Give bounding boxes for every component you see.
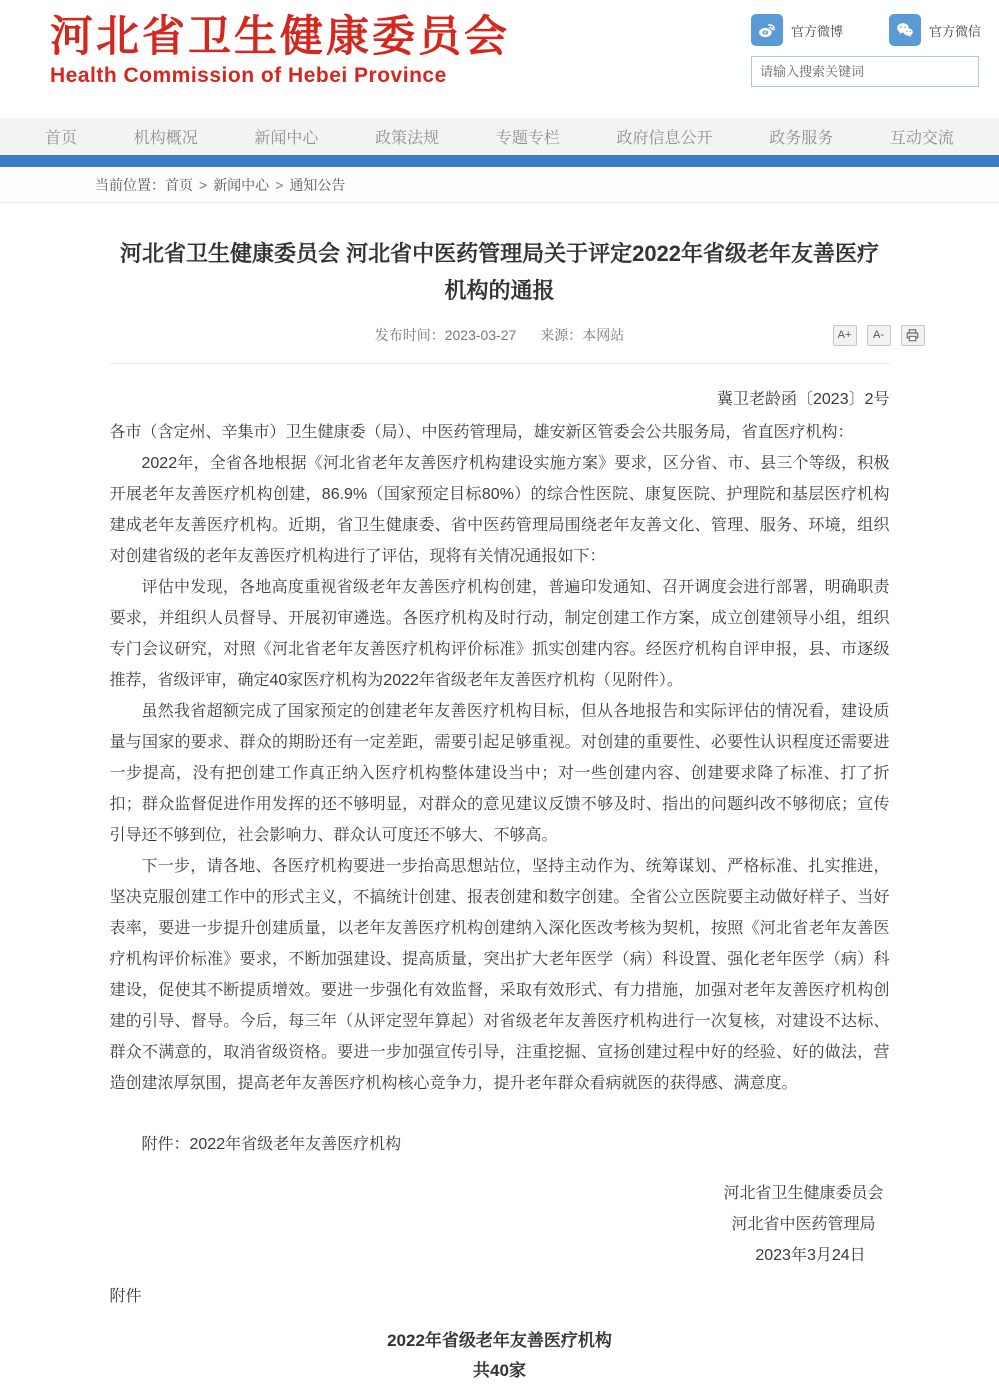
article-meta (110, 325, 890, 351)
site-subtitle: Health Commission of Hebei Province (50, 64, 447, 87)
signature-org2: 河北省中医药管理局 (731, 1216, 876, 1233)
font-decrease-button[interactable]: A- (867, 325, 891, 346)
header-right (751, 14, 981, 87)
site-logo (50, 14, 510, 88)
social-links (751, 14, 981, 46)
article (110, 235, 890, 1386)
signature-date: 2023年3月24日 (755, 1247, 866, 1264)
nav-item-overview[interactable]: 机构概况 (133, 130, 198, 147)
breadcrumb-prefix: 当前位置： (95, 176, 165, 193)
paragraph: 虽然我省超额完成了国家预定的创建老年友善医疗机构目标，但从各地报告和实际评估的情况看，建设质量与国家的要求、群众的期盼还有一定差距，需要引起足够重视。对创建的重要性、必要性认识程度还需要进一步提高，没有把创建工作真正纳入医疗机构整体建设当中；对一些创建内容、创建要求降了标准、打了折扣；群众监督促进作用发挥的还不够明显，对群众的意见建议反馈不够及时、指出的问题纠改不够彻底；宣传引导还不够到位，社会影响力、群众认可度还不够大、不够高。 (109, 703, 890, 844)
source-label: 来源： (540, 327, 583, 343)
publish-date: 2023-03-27 (444, 327, 517, 343)
nav-item-gov-info[interactable]: 政府信息公开 (616, 130, 713, 147)
weibo-link[interactable] (751, 14, 843, 46)
breadcrumb-separator: > (199, 176, 208, 193)
nav-item-interaction[interactable]: 互动交流 (889, 130, 954, 147)
signature-org1: 河北省卫生健康委员会 (723, 1185, 884, 1202)
signature-block (110, 1178, 890, 1271)
search-box (751, 56, 979, 87)
main-nav (0, 118, 999, 155)
search-input[interactable] (752, 57, 978, 86)
attachment-line: 附件：2022年省级老年友善医疗机构 (141, 1136, 402, 1153)
publish-time (375, 327, 517, 343)
meta-divider (110, 363, 890, 364)
article-tools (833, 325, 925, 346)
nav-item-services[interactable]: 政务服务 (769, 130, 834, 147)
doc-number: 冀卫老龄函〔2023〕2号 (717, 391, 890, 408)
accent-bar (0, 155, 999, 167)
appendix-label: 附件 (109, 1288, 142, 1305)
publish-label: 发布时间： (374, 327, 445, 343)
nav-item-topics[interactable]: 专题专栏 (495, 130, 560, 147)
nav-item-news[interactable]: 新闻中心 (254, 130, 319, 147)
nav-item-home[interactable]: 首页 (45, 130, 78, 147)
article-title: 河北省卫生健康委员会 河北省中医药管理局关于评定2022年省级老年友善医疗机构的通报 (119, 241, 880, 303)
weibo-icon (751, 14, 783, 46)
paragraph: 评估中发现，各地高度重视省级老年友善医疗机构创建，普遍印发通知、召开调度会进行部署，明确职责要求，并组织人员督导、开展初审遴选。各医疗机构及时行动，制定创建工作方案，成立创建领导小组，组织专门会议研究，对照《河北省老年友善医疗机构评价标准》抓实创建内容。经医疗机构自评申报，县、市逐级推荐，省级评审，确定40家医疗机构为2022年省级老年友善医疗机构（见附件）。 (109, 579, 890, 689)
nav-item-policy[interactable]: 政策法规 (375, 130, 440, 147)
signature-inner (723, 1178, 883, 1271)
weibo-label: 官方微博 (791, 23, 844, 39)
breadcrumb-news[interactable]: 新闻中心 (213, 176, 270, 193)
site-title: 河北省卫生健康委员会 (50, 13, 510, 61)
breadcrumb-home[interactable]: 首页 (165, 176, 193, 193)
salutation: 各市（含定州、辛集市）卫生健康委（局）、中医药管理局，雄安新区管委会公共服务局，省直医疗机构： (109, 424, 854, 441)
source-value: 本网站 (582, 327, 625, 343)
site-header (0, 0, 999, 118)
appendix-subtitle: 共40家 (473, 1361, 526, 1380)
paragraph: 2022年，全省各地根据《河北省老年友善医疗机构建设实施方案》要求，区分省、市、县三个等级，积极开展老年友善医疗机构创建，86.9%（国家预定目标80%）的综合性医院、康复医院、护理院和基层医疗机构建成老年友善医疗机构。近期，省卫生健康委、省中医药管理局围绕老年友善文化、管理、服务、环境，组织对创建省级的老年友善医疗机构进行了评估，现将有关情况通报如下： (109, 455, 890, 565)
article-body (110, 417, 890, 1099)
source (540, 327, 624, 343)
appendix-title: 2022年省级老年友善医疗机构 (387, 1331, 612, 1350)
print-button[interactable] (901, 325, 925, 346)
paragraph: 下一步，请各地、各医疗机构要进一步抬高思想站位，坚持主动作为、统筹谋划、严格标准、扎实推进，坚决克服创建工作中的形式主义，不搞统计创建、报表创建和数字创建。全省公立医院要主动做好样子、当好表率，要进一步提升创建质量，以老年友善医疗机构创建纳入深化医改考核为契机，按照《河北省老年友善医疗机构评价标准》要求，不断加强建设、提高质量，突出扩大老年医学（病）科设置、强化老年医学（病）科建设，促使其不断提质增效。要进一步强化有效监督，采取有效形式、有力措施，加强对老年友善医疗机构创建的引导、督导。今后，每三年（从评定翌年算起）对省级老年友善医疗机构进行一次复核，对建设不达标、群众不满意的，取消省级资格。要进一步加强宣传引导，注重挖掘、宣扬创建过程中好的经验、好的做法，营造创建浓厚氛围，提高老年友善医疗机构核心竞争力，提升老年群众看病就医的获得感、满意度。 (109, 858, 890, 1092)
breadcrumb-notices[interactable]: 通知公告 (289, 176, 346, 193)
breadcrumb (0, 167, 999, 203)
wechat-link[interactable] (889, 14, 981, 46)
breadcrumb-separator: > (275, 176, 284, 193)
wechat-icon (889, 14, 921, 46)
wechat-label: 官方微信 (928, 23, 981, 39)
print-icon (906, 329, 919, 342)
font-increase-button[interactable]: A+ (833, 325, 857, 346)
